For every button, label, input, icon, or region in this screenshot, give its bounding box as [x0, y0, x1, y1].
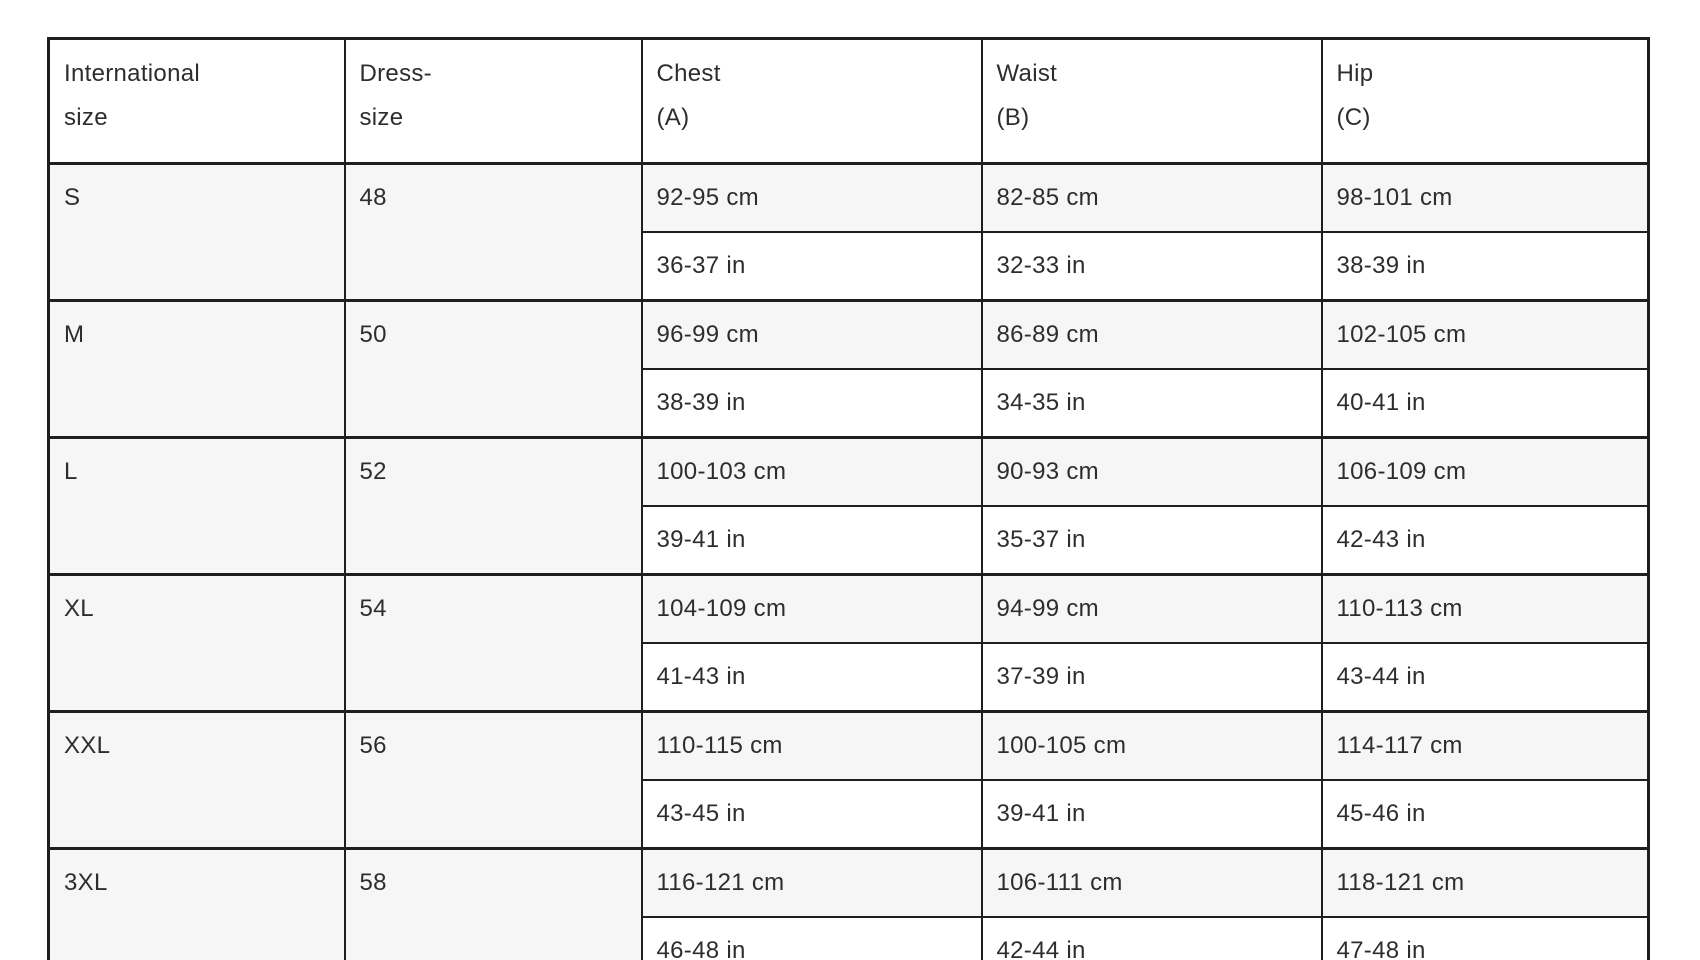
table-row-3xl-cm	[49, 849, 1649, 918]
cell-3xl-waist-cm: 106-111 cm	[982, 849, 1322, 918]
cell-dress-size-58: 58	[345, 849, 642, 960]
cell-s-chest-cm: 92-95 cm	[642, 164, 982, 233]
cell-size-xl: XL	[49, 575, 345, 712]
cell-s-waist-in: 32-33 in	[982, 232, 1322, 301]
cell-s-hip-cm: 98-101 cm	[1322, 164, 1649, 233]
table-row-m-cm	[49, 301, 1649, 370]
cell-m-chest-cm: 96-99 cm	[642, 301, 982, 370]
cell-3xl-chest-cm: 116-121 cm	[642, 849, 982, 918]
cell-xl-waist-cm: 94-99 cm	[982, 575, 1322, 644]
cell-size-xxl: XXL	[49, 712, 345, 849]
header-hip-line2: (C)	[1336, 104, 1371, 131]
cell-m-waist-cm: 86-89 cm	[982, 301, 1322, 370]
header-international-line1: International	[64, 60, 200, 87]
cell-s-hip-in: 38-39 in	[1322, 232, 1649, 301]
cell-size-l: L	[49, 438, 345, 575]
cell-m-chest-in: 38-39 in	[642, 369, 982, 438]
cell-xl-hip-cm: 110-113 cm	[1322, 575, 1649, 644]
cell-xl-chest-in: 41-43 in	[642, 643, 982, 712]
header-chest-line2: (A)	[656, 104, 690, 131]
cell-dress-size-52: 52	[345, 438, 642, 575]
table-row-xl-cm	[49, 575, 1649, 644]
cell-xxl-chest-in: 43-45 in	[642, 780, 982, 849]
cell-s-chest-in: 36-37 in	[642, 232, 982, 301]
table-row-xxl-cm	[49, 712, 1649, 781]
header-dress-line2: size	[359, 104, 404, 131]
cell-xxl-hip-cm: 114-117 cm	[1322, 712, 1649, 781]
cell-m-hip-in: 40-41 in	[1322, 369, 1649, 438]
cell-s-waist-cm: 82-85 cm	[982, 164, 1322, 233]
header-cell-hip	[1322, 39, 1649, 164]
cell-dress-size-54: 54	[345, 575, 642, 712]
header-chest-line1: Chest	[656, 60, 721, 87]
cell-xl-chest-cm: 104-109 cm	[642, 575, 982, 644]
cell-m-hip-cm: 102-105 cm	[1322, 301, 1649, 370]
header-cell-dress-size	[345, 39, 642, 164]
cell-size-3xl: 3XL	[49, 849, 345, 960]
cell-l-hip-in: 42-43 in	[1322, 506, 1649, 575]
cell-xxl-chest-cm: 110-115 cm	[642, 712, 982, 781]
header-waist-line2: (B)	[996, 104, 1030, 131]
cell-3xl-waist-in: 42-44 in	[982, 917, 1322, 960]
header-international-line2: size	[64, 104, 108, 131]
size-chart-table	[47, 37, 1650, 960]
cell-dress-size-50: 50	[345, 301, 642, 438]
table-row-s-cm	[49, 164, 1649, 233]
size-chart-body	[49, 164, 1649, 960]
cell-l-waist-cm: 90-93 cm	[982, 438, 1322, 507]
cell-xxl-hip-in: 45-46 in	[1322, 780, 1649, 849]
header-dress-line1: Dress-	[359, 60, 432, 87]
header-cell-chest	[642, 39, 982, 164]
header-row	[49, 39, 1649, 164]
cell-3xl-hip-cm: 118-121 cm	[1322, 849, 1649, 918]
cell-l-hip-cm: 106-109 cm	[1322, 438, 1649, 507]
cell-l-chest-cm: 100-103 cm	[642, 438, 982, 507]
header-hip-line1: Hip	[1336, 60, 1374, 87]
cell-l-waist-in: 35-37 in	[982, 506, 1322, 575]
cell-m-waist-in: 34-35 in	[982, 369, 1322, 438]
cell-dress-size-48: 48	[345, 164, 642, 301]
cell-xl-waist-in: 37-39 in	[982, 643, 1322, 712]
header-cell-waist	[982, 39, 1322, 164]
cell-xxl-waist-in: 39-41 in	[982, 780, 1322, 849]
cell-3xl-chest-in: 46-48 in	[642, 917, 982, 960]
table-row-l-cm	[49, 438, 1649, 507]
header-waist-line1: Waist	[996, 60, 1058, 87]
header-cell-international-size	[49, 39, 345, 164]
cell-dress-size-56: 56	[345, 712, 642, 849]
cell-xl-hip-in: 43-44 in	[1322, 643, 1649, 712]
cell-size-m: M	[49, 301, 345, 438]
cell-3xl-hip-in: 47-48 in	[1322, 917, 1649, 960]
cell-xxl-waist-cm: 100-105 cm	[982, 712, 1322, 781]
cell-size-s: S	[49, 164, 345, 301]
cell-l-chest-in: 39-41 in	[642, 506, 982, 575]
